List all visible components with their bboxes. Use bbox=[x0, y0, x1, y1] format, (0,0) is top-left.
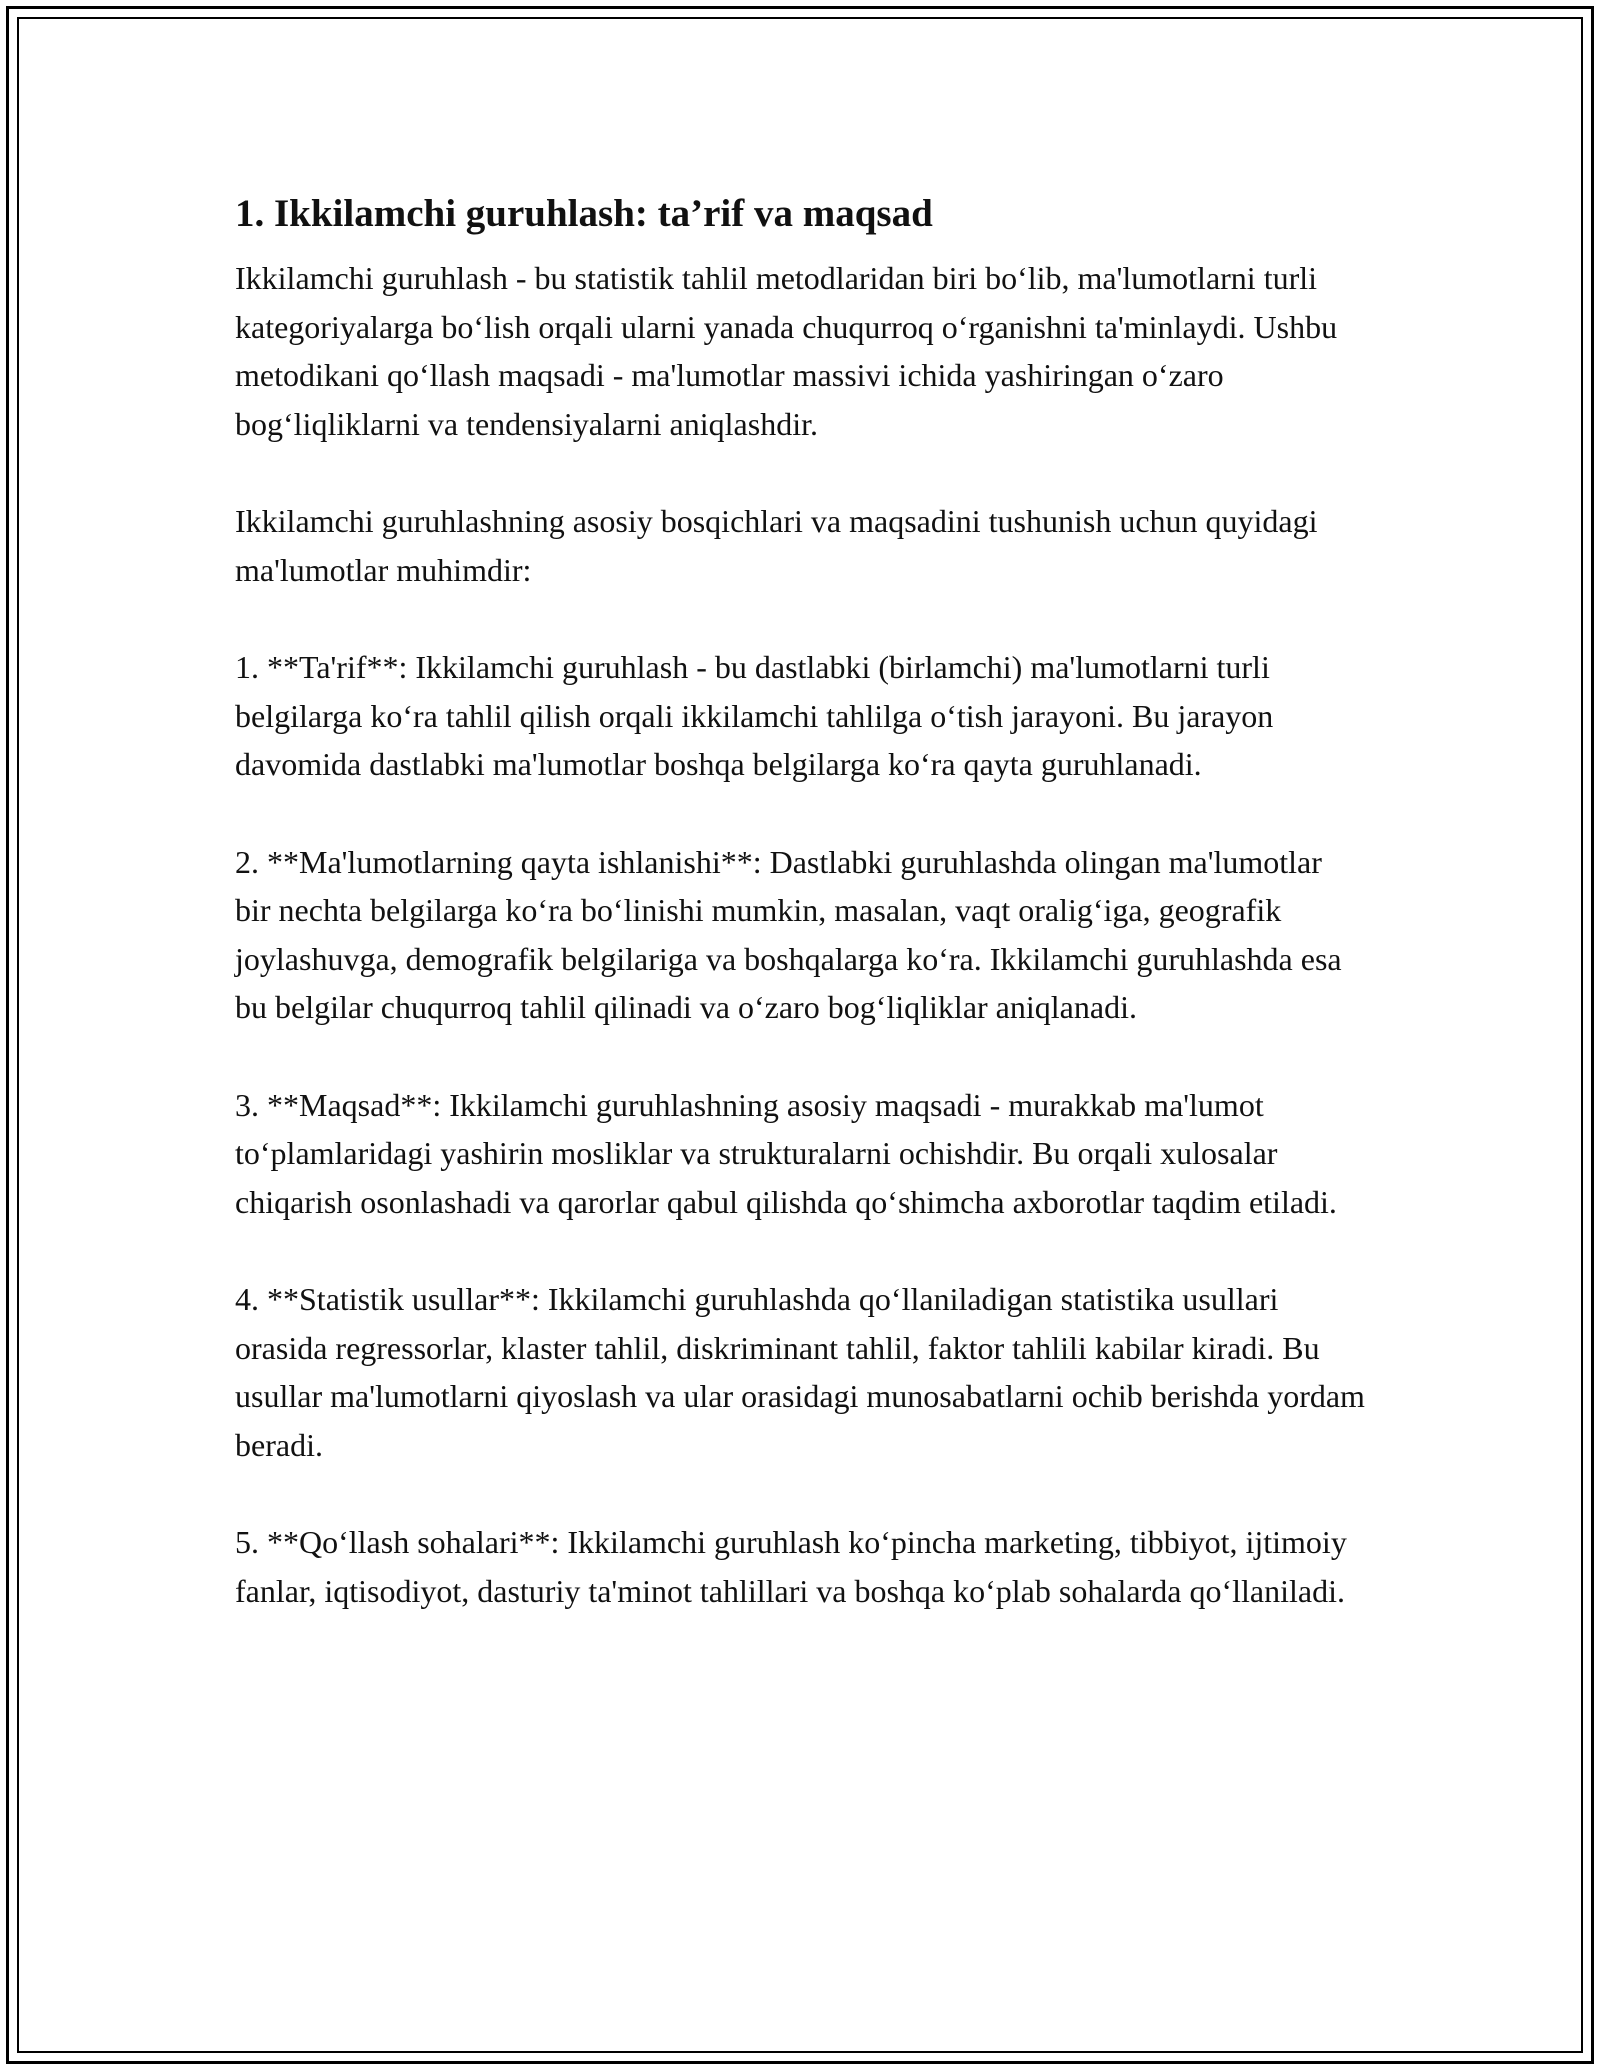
document-body bbox=[235, 188, 1365, 1664]
list-item-definition: 1. **Ta'rif**: Ikkilamchi guruhlash - bu dastlabki (birlamchi) ma'lumotlarni turli belgilarga ko‘ra tahlil qilish orqali ikkilamchi tahlilga o‘tish jarayoni. Bu jarayon davomida dastlabki ma'lumotlar boshqa belgilarga ko‘ra qayta guruhlanadi. bbox=[235, 649, 1274, 782]
list-item-purpose: 3. **Maqsad**: Ikkilamchi guruhlashning asosiy maqsadi - murakkab ma'lumot to‘plamlaridagi yashirin mosliklar va strukturalarni ochishdir. Bu orqali xulosalar chiqarish osonlashadi va qarorlar qabul qilishda qo‘shimcha axborotlar taqdim etiladi. bbox=[235, 1086, 1337, 1220]
intro-paragraph: Ikkilamchi guruhlash - bu statistik tahlil metodlaridan biri bo‘lib, ma'lumotlarni turli kategoriyalarga bo‘lish orqali ularni yanada chuqurroq o‘rganishni ta'minlaydi. Ushbu metodikani qo‘llash maqsadi - ma'lumotlar massivi ichida yashiringan o‘zaro bog‘liqliklarni va tendensiyalarni aniqlashdir. bbox=[235, 260, 1338, 442]
document-title: 1. Ikkilamchi guruhlash: ta’rif va maqsad bbox=[235, 192, 933, 235]
list-item-application-areas: 5. **Qo‘llash sohalari**: Ikkilamchi guruhlash ko‘pincha marketing, tibbiyot, ijtimoiy fanlar, iqtisodiyot, dasturiy ta'minot tahlillari va boshqa ko‘plab sohalarda qo‘llaniladi. bbox=[235, 1524, 1347, 1609]
list-item-statistical-methods: 4. **Statistik usullar**: Ikkilamchi guruhlashda qo‘llaniladigan statistika usullari orasida regressorlar, klaster tahlil, diskriminant tahlil, faktor tahlili kabilar kiradi. Bu usullar ma'lumotlarni qiyoslash va ular orasidagi munosabatlarni ochib berishda yordam beradi. bbox=[235, 1281, 1365, 1463]
list-item-data-processing: 2. **Ma'lumotlarning qayta ishlanishi**: Dastlabki guruhlashda olingan ma'lumotlar bir nechta belgilarga ko‘ra bo‘linishi mumkin, masalan, vaqt oralig‘iga, geografik joylashuvga, demografik belgilariga va boshqalarga ko‘ra. Ikkilamchi guruhlashda esa bu belgilar chuqurroq tahlil qilinadi va o‘zaro bog‘liqliklar aniqlanadi. bbox=[235, 843, 1342, 1025]
lead-in-paragraph: Ikkilamchi guruhlashning asosiy bosqichlari va maqsadini tushunish uchun quyidagi ma'lumotlar muhimdir: bbox=[235, 503, 1318, 588]
